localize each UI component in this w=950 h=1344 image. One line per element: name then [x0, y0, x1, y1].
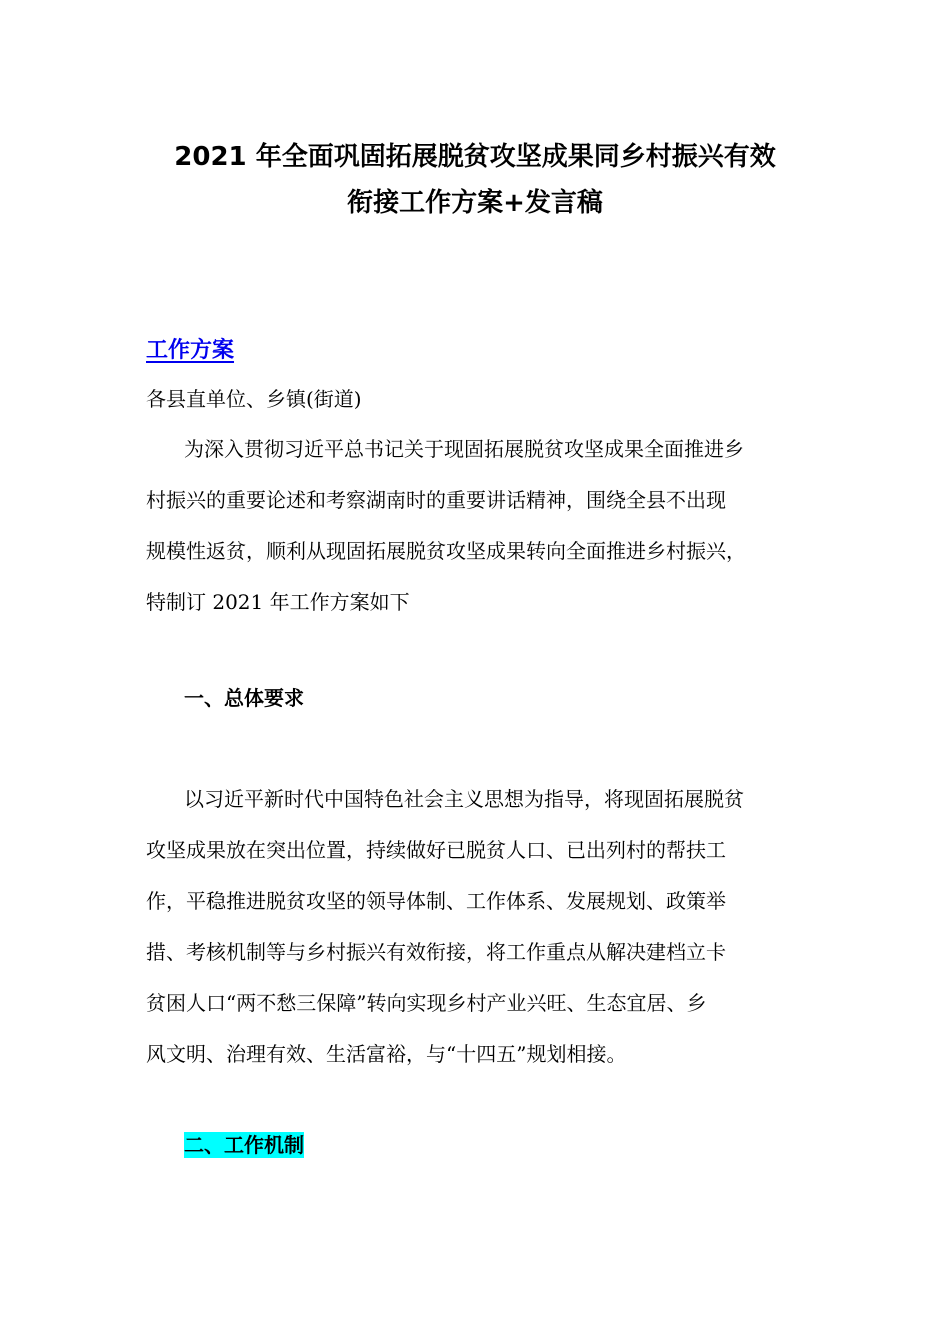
highlighted-heading-text: 二、工作机制 [184, 1133, 304, 1157]
document-title-line-1: 2021 年全面巩固拓展脱贫攻坚成果同乡村振兴有效 [174, 142, 776, 172]
section-heading-work-mechanism [184, 1130, 304, 1160]
paragraph-line: 措、考核机制等与乡村振兴有效衔接，将工作重点从解决建档立卡 [146, 940, 726, 964]
paragraph-line: 特制订 2021 年工作方案如下 [146, 590, 410, 614]
paragraph-line: 风文明、治理有效、生活富裕，与“十四五”规划相接。 [146, 1042, 627, 1066]
paragraph-line: 村振兴的重要论述和考察湖南时的重要讲话精神，围绕全县不出现 [146, 488, 726, 512]
paragraph-line: 攻坚成果放在突出位置，持续做好已脱贫人口、已出列村的帮扶工 [146, 838, 726, 862]
overall-requirements-paragraph [146, 774, 816, 1080]
addressee-line: 各县直单位、乡镇(街道) [146, 387, 362, 411]
section-heading-overall-requirements: 一、总体要求 [184, 686, 304, 710]
paragraph-line: 为深入贯彻习近平总书记关于现固拓展脱贫攻坚成果全面推进乡 [184, 437, 744, 461]
intro-paragraph [146, 424, 816, 628]
paragraph-line: 作，平稳推进脱贫攻坚的领导体制、工作体系、发展规划、政策举 [146, 889, 726, 913]
document-title-line-2: 衔接工作方案+发言稿 [347, 188, 603, 218]
paragraph-line: 以习近平新时代中国特色社会主义思想为指导，将现固拓展脱贫 [184, 787, 744, 811]
paragraph-line: 贫困人口“两不愁三保障”转向实现乡村产业兴旺、生态宜居、乡 [146, 991, 707, 1015]
work-plan-link[interactable]: 工作方案 [146, 338, 235, 363]
paragraph-line: 规模性返贫，顺利从现固拓展脱贫攻坚成果转向全面推进乡村振兴， [146, 539, 746, 563]
